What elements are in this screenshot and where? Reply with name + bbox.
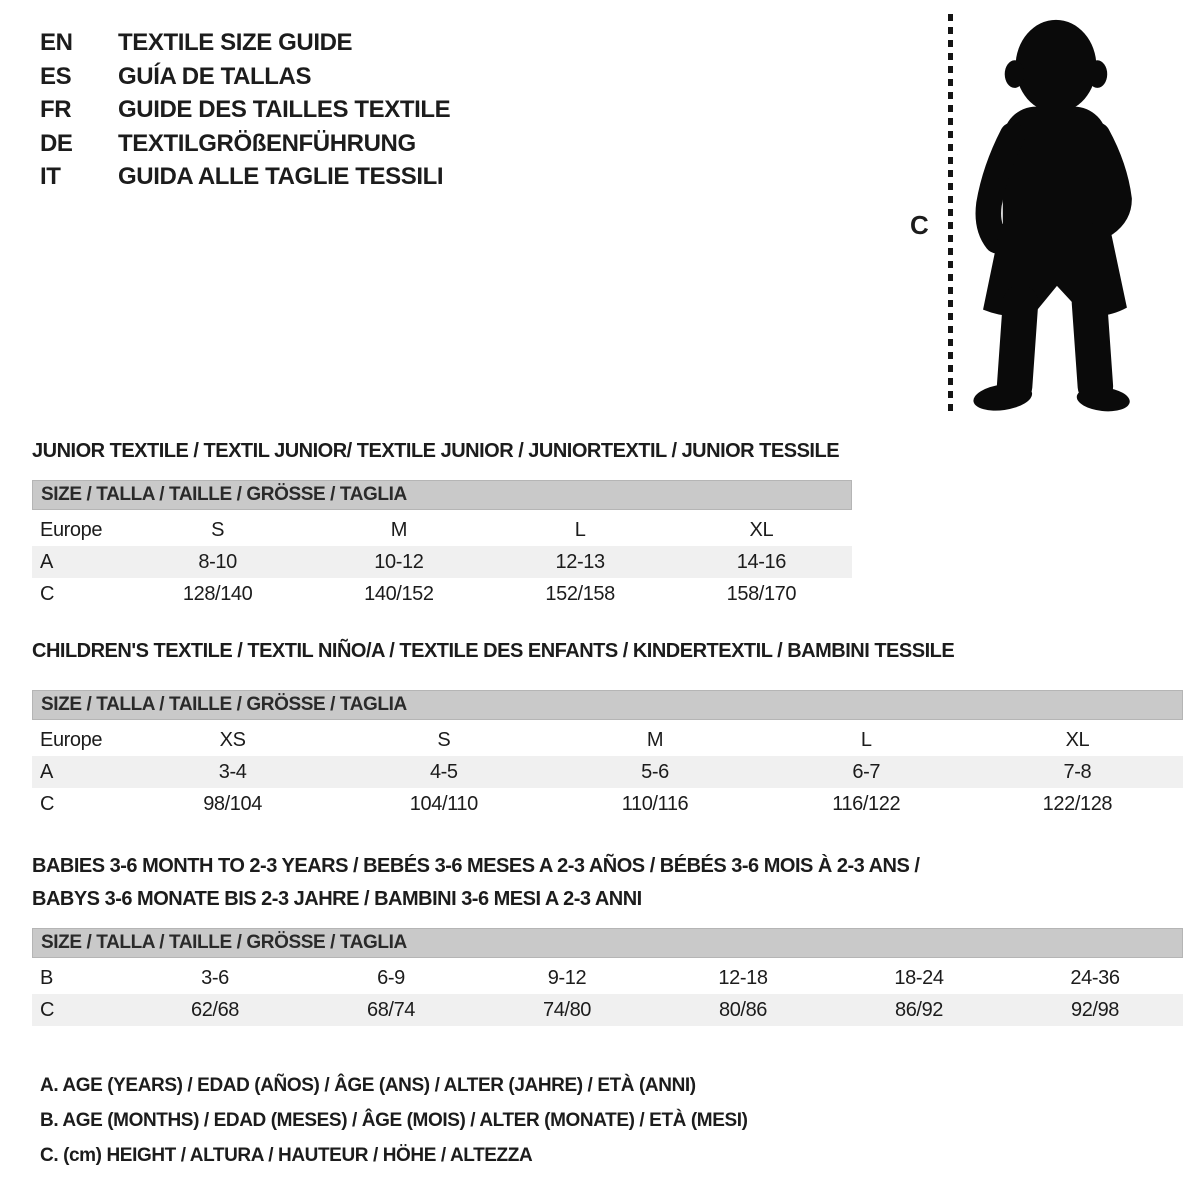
legend: [40, 1068, 748, 1173]
row-cell: M: [646, 728, 664, 751]
row-cell: 122/128: [1042, 792, 1113, 815]
table-row: [32, 788, 1183, 820]
row-label: A: [40, 550, 53, 573]
legend-line-b: B. AGE (MONTHS) / EDAD (MESES) / ÂGE (MOIS) / ALTER (MONATE) / ETÀ (MESI): [40, 1110, 748, 1131]
table-row: [32, 578, 852, 610]
table-row: [32, 962, 1183, 994]
row-cell: 86/92: [894, 998, 944, 1021]
section-babies-textile: [32, 850, 1183, 1026]
language-code: ES: [40, 62, 72, 90]
row-label: C: [40, 582, 55, 605]
row-cell: 98/104: [203, 792, 262, 815]
section-heading-line: BABIES 3-6 MONTH TO 2-3 YEARS / BEBÉS 3-6 MESES A 2-3 AÑOS / BÉBÉS 3-6 MOIS À 2-3 ANS /: [32, 855, 920, 877]
language-row: [40, 93, 450, 127]
row-cell: 12-18: [718, 966, 768, 989]
row-cell: 140/152: [364, 582, 434, 605]
row-cell: 12-13: [555, 550, 605, 573]
language-row: [40, 127, 450, 161]
row-cell: 8-10: [198, 550, 237, 573]
language-code: FR: [40, 96, 72, 123]
size-header-bar: SIZE / TALLA / TAILLE / GRÖSSE / TAGLIA: [32, 480, 852, 510]
table-row: [32, 994, 1183, 1026]
language-row: [40, 60, 450, 94]
row-cell: 10-12: [374, 550, 424, 573]
row-cell: XL: [1065, 728, 1090, 751]
toddler-silhouette-icon: [955, 12, 1153, 416]
row-label: Europe: [40, 518, 103, 541]
size-table: [32, 962, 1183, 1026]
section-heading-line: BABYS 3-6 MONATE BIS 2-3 JAHRE / BAMBINI 3-6 MESI A 2-3 ANNI: [32, 888, 642, 910]
row-cell: 110/116: [621, 792, 689, 815]
row-cell: 128/140: [182, 582, 253, 605]
row-cell: 3-4: [218, 760, 247, 783]
row-cell: L: [860, 728, 872, 751]
row-cell: 9-12: [547, 966, 587, 989]
row-label: Europe: [40, 728, 103, 751]
row-cell: 3-6: [201, 966, 229, 989]
guide-title: TEXTILE SIZE GUIDE: [118, 29, 353, 56]
height-dotted-line: [948, 14, 953, 416]
row-cell: 62/68: [190, 998, 240, 1021]
table-row: [32, 546, 852, 578]
row-cell: 152/158: [545, 582, 615, 605]
language-code: EN: [40, 29, 73, 56]
legend-line-a: A. AGE (YEARS) / EDAD (AÑOS) / ÂGE (ANS) / ALTER (JAHRE) / ETÀ (ANNI): [40, 1075, 696, 1096]
row-cell: 7-8: [1063, 760, 1092, 783]
section-heading-line: JUNIOR TEXTILE / TEXTIL JUNIOR/ TEXTILE JUNIOR / JUNIORTEXTIL / JUNIOR TESSILE: [32, 440, 840, 462]
section-junior-textile: [32, 435, 852, 610]
language-title-block: [40, 26, 450, 194]
section-heading: [32, 435, 852, 468]
section-heading-line: CHILDREN'S TEXTILE / TEXTIL NIÑO/A / TEXTILE DES ENFANTS / KINDERTEXTIL / BAMBINI TESSILE: [32, 640, 955, 662]
section-heading: [32, 635, 1183, 668]
row-cell: 80/86: [718, 998, 768, 1021]
row-cell: 158/170: [726, 582, 797, 605]
row-cell: XS: [219, 728, 246, 751]
section-heading: [32, 850, 1183, 916]
row-cell: 68/74: [366, 998, 416, 1021]
guide-title: GUIDE DES TAILLES TEXTILE: [118, 96, 451, 123]
height-label-c: C: [910, 210, 929, 240]
row-cell: S: [437, 728, 451, 751]
language-code: IT: [40, 163, 61, 190]
size-header-bar: SIZE / TALLA / TAILLE / GRÖSSE / TAGLIA: [32, 928, 1183, 958]
row-cell: 116/122: [832, 792, 901, 815]
row-cell: 5-6: [641, 760, 669, 783]
guide-title: TEXTILGRÖßENFÜHRUNG: [118, 129, 416, 157]
guide-title: GUIDA ALLE TAGLIE TESSILI: [118, 163, 444, 190]
row-cell: 104/110: [409, 792, 478, 815]
language-row: [40, 160, 450, 194]
legend-line-c: C. (cm) HEIGHT / ALTURA / HAUTEUR / HÖHE / ALTEZZA: [40, 1145, 533, 1166]
size-header-bar: SIZE / TALLA / TAILLE / GRÖSSE / TAGLIA: [32, 690, 1183, 720]
section-children-textile: [32, 635, 1183, 820]
row-label: C: [40, 792, 55, 815]
row-cell: 14-16: [736, 550, 786, 573]
table-row: [32, 514, 852, 546]
table-row: [32, 724, 1183, 756]
row-cell: S: [211, 518, 225, 541]
size-table: [32, 724, 1183, 820]
row-cell: 4-5: [429, 760, 458, 783]
language-code: DE: [40, 129, 73, 157]
size-table: [32, 514, 852, 610]
language-row: [40, 26, 450, 60]
row-cell: L: [574, 518, 586, 541]
row-cell: 18-24: [894, 966, 944, 989]
row-label: B: [40, 966, 53, 989]
table-row: [32, 756, 1183, 788]
row-cell: 24-36: [1070, 966, 1120, 989]
guide-title: GUÍA DE TALLAS: [118, 62, 312, 90]
row-cell: M: [390, 518, 407, 541]
row-label: A: [40, 760, 53, 783]
row-cell: XL: [749, 518, 774, 541]
row-cell: 92/98: [1070, 998, 1120, 1021]
row-cell: 6-7: [852, 760, 881, 783]
row-cell: 6-9: [377, 966, 405, 989]
row-label: C: [40, 998, 55, 1021]
row-cell: 74/80: [542, 998, 592, 1021]
